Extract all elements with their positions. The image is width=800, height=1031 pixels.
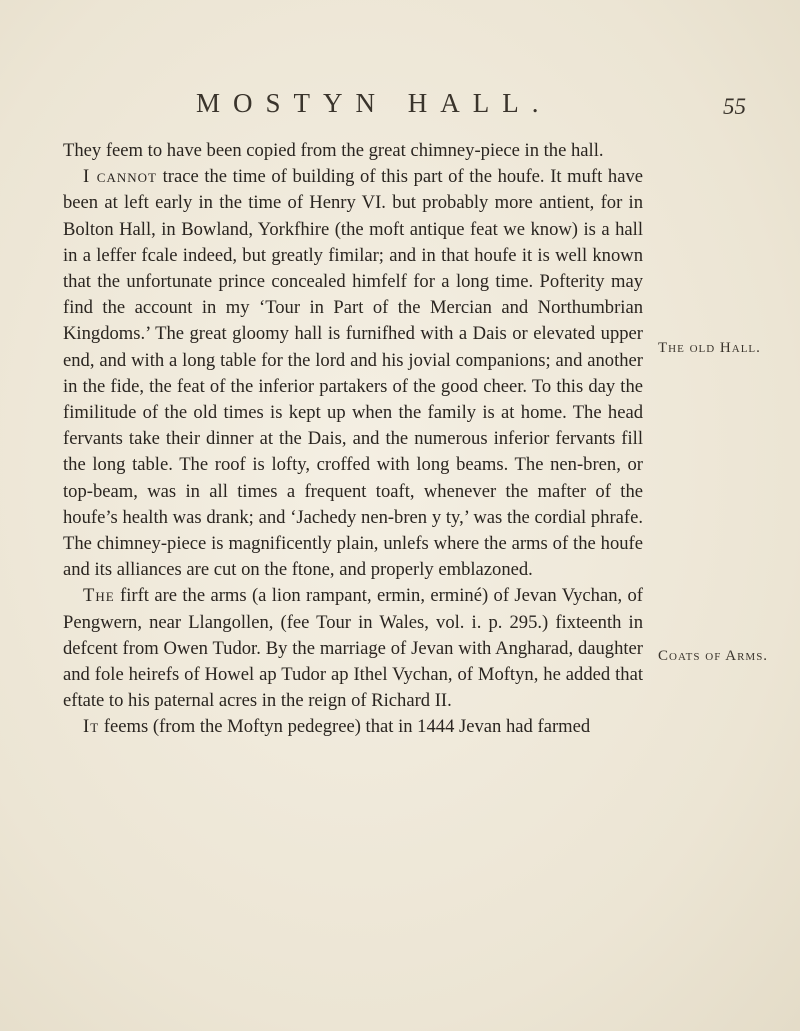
paragraph-2-lead: I cannot (83, 166, 157, 188)
paragraph-3 (63, 583, 643, 714)
paragraph-3-text: firft are the arms (a lion rampant, ermin, erminé) of Jevan Vychan, of Pengwern, near Llangollen, (fee Tour in Wales, vol. i. p. 295.) fixteenth in defcent from Owen Tudor. By the marriage of Jevan with Angharad, daughter and fole heirefs of Howel ap Tudor ap Ithel Vychan, of Moftyn, he added that eftate to his paternal acres in the reign of Richard II. (63, 585, 643, 712)
paragraph-4-text: feems (from the Moftyn pedegree) that in 1444 Jevan had farmed (99, 716, 591, 738)
page-number: 55 (723, 94, 746, 119)
paragraph-1 (63, 138, 643, 164)
paragraph-2-text: trace the time of building of this part of the houfe. It muft have been at left early in the time of Henry VI. but probably more antient, for in Bolton Hall, in Bowland, Yorkfhire (the moft antique feat we know) is a hall in a leffer fcale indeed, but greatly fimilar; and in that houfe it is well known that the unfortunate prince concealed himfelf for a long time. Pofterity may find the account in my ‘Tour in Part of the Mercian and Northumbrian Kingdoms.’ The great gloomy hall is furnifhed with a Dais or elevated upper end, and with a long table for the lord and his jovial companions; and another in the fide, the feat of the inferior partakers of the good cheer. To this day the fimilitude of the old times is kept up when the family is at home. The head fervants take their dinner at the Dais, and the numerous inferior fervants fill the long table. The roof is lofty, croffed with long beams. The nen-bren, or top-beam, was in all times a frequent toaft, whenever the mafter of the houfe’s health was drank; and ‘Jachedy nen-bren y ty,’ was the cordial phrafe. The chimney-piece is magnificently plain, unlefs where the arms of the houfe and its alliances are cut on the ftone, and properly emblazoned. (63, 166, 643, 581)
body-text (63, 138, 643, 741)
running-title: MOSTYN HALL. (196, 88, 552, 118)
margin-note-old-hall: The old Hall. (658, 340, 761, 356)
margin-note-coats-of-arms: Coats of Arms. (658, 648, 769, 664)
paragraph-4 (63, 714, 643, 740)
paragraph-2 (63, 164, 643, 583)
paragraph-3-lead: The (83, 585, 115, 607)
paragraph-1-text: They feem to have been copied from the great chimney-piece in the hall. (63, 140, 604, 161)
paragraph-4-lead: It (83, 716, 100, 738)
